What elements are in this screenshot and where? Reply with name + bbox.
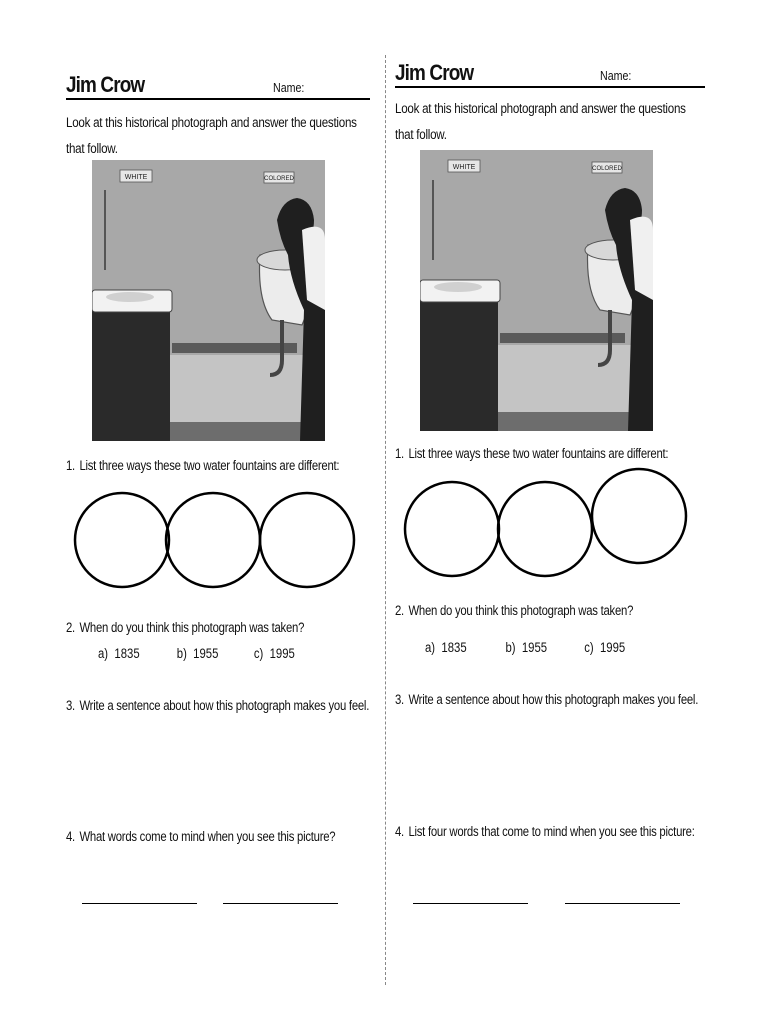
intro-text: Look at this historical photograph and answer the questions that follow.	[395, 101, 686, 142]
sign-white: WHITE	[124, 174, 148, 181]
historical-photo	[420, 150, 653, 431]
answer-circle-2[interactable]	[166, 493, 260, 587]
question-4: 4. What words come to mind when you see this picture?	[66, 829, 336, 844]
historical-photo	[92, 160, 325, 441]
answer-circle-3[interactable]	[260, 493, 354, 587]
name-label: Name:	[273, 80, 305, 95]
question-2: 2. When do you think this photograph was taken?	[66, 620, 305, 635]
answer-circle-1[interactable]	[75, 493, 169, 587]
question-3: 3. Write a sentence about how this photograph makes you feel.	[66, 698, 370, 713]
intro-text: Look at this historical photograph and answer the questions that follow.	[66, 115, 357, 156]
title-rule	[395, 86, 705, 88]
option-a[interactable]: a) 1835	[425, 640, 467, 655]
name-label: Name:	[600, 68, 632, 83]
answer-line-1[interactable]	[82, 903, 197, 904]
answer-circle-3[interactable]	[592, 469, 686, 563]
worksheet-right	[385, 0, 770, 1024]
sign-colored: COLORED	[592, 166, 622, 172]
question-1: 1. List three ways these two water fountains are different:	[395, 446, 669, 461]
sign-colored: COLORED	[264, 176, 294, 182]
answer-line-2[interactable]	[223, 903, 338, 904]
answer-circle-2[interactable]	[498, 482, 592, 576]
question-1: 1. List three ways these two water fountains are different:	[66, 458, 340, 473]
question-4: 4. List four words that come to mind when you see this picture:	[395, 824, 695, 839]
answer-line-2[interactable]	[565, 903, 680, 904]
year-options	[98, 646, 295, 661]
question-3: 3. Write a sentence about how this photograph makes you feel.	[395, 692, 699, 707]
option-c[interactable]: c) 1995	[253, 646, 295, 661]
answer-line-1[interactable]	[413, 903, 528, 904]
question-2: 2. When do you think this photograph was taken?	[395, 603, 634, 618]
sign-white: WHITE	[452, 164, 476, 171]
option-c[interactable]: c) 1995	[584, 640, 626, 655]
title-rule	[66, 98, 370, 100]
answer-circle-1[interactable]	[405, 482, 499, 576]
venn-circles[interactable]	[72, 478, 362, 602]
option-b[interactable]: b) 1955	[505, 640, 548, 655]
worksheet-title: Jim Crow	[395, 60, 474, 85]
worksheet-title: Jim Crow	[66, 72, 145, 97]
option-a[interactable]: a) 1835	[98, 646, 140, 661]
option-b[interactable]: b) 1955	[176, 646, 219, 661]
venn-circles[interactable]	[403, 466, 693, 590]
year-options	[425, 640, 625, 655]
